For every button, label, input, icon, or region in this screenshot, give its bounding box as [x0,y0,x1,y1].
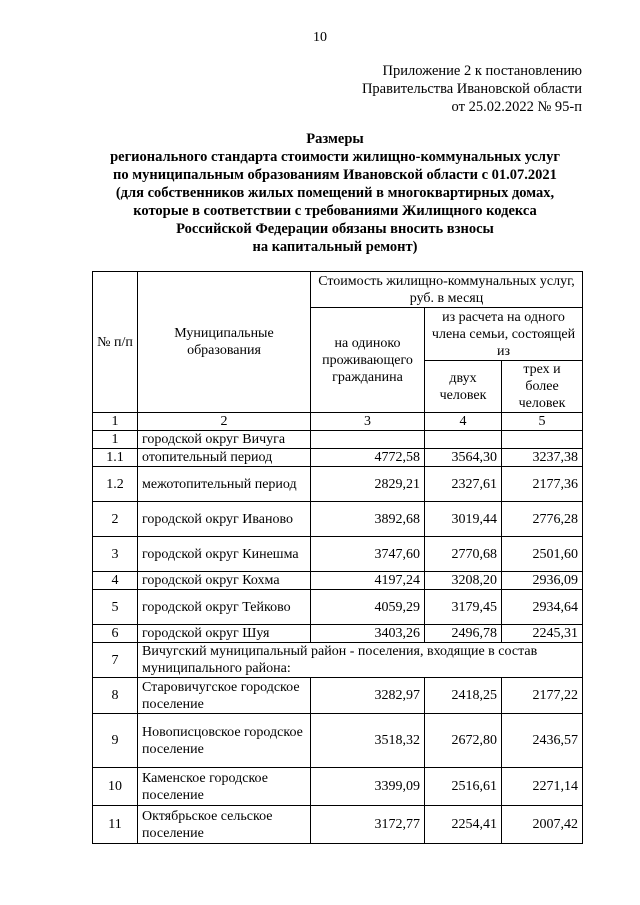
title-line: на капитальный ремонт) [252,239,418,255]
cost-table [92,271,583,844]
value-two: 2770,68 [425,537,502,572]
value-single: 3403,26 [311,625,425,643]
header-three: трех и более человек [502,361,583,413]
municipality-name: городской округ Иваново [138,502,311,537]
value-two: 2516,61 [425,768,502,806]
municipality-name: городской округ Кинешма [138,537,311,572]
value-two: 2254,41 [425,806,502,844]
row-number: 4 [93,572,138,590]
row-number: 1.1 [93,449,138,467]
row-number: 3 [93,537,138,572]
row-number: 6 [93,625,138,643]
value-single: 3282,97 [311,678,425,714]
value-three: 2271,14 [502,768,583,806]
table-row [93,768,583,806]
value-three: 2936,09 [502,572,583,590]
index-cell: 2 [138,413,311,431]
title-line: (для собственников жилых помещений в многоквартирных домах, [115,185,555,201]
value-three: 2436,57 [502,714,583,768]
title-line: Российской Федерации обязаны вносить взносы [176,221,494,237]
table-row [93,467,583,502]
row-number: 1.2 [93,467,138,502]
value-two: 2418,25 [425,678,502,714]
value-single: 3172,77 [311,806,425,844]
value-single: 4197,24 [311,572,425,590]
title-line: Размеры [306,131,364,147]
table-row [93,449,583,467]
value-three: 2177,36 [502,467,583,502]
row-number: 7 [93,643,138,678]
value-single [311,431,425,449]
municipality-name: межотопительный период [138,467,311,502]
settlement-name: Старовичугское городское поселение [138,678,311,714]
header-municipality: Муниципальные образования [138,272,311,413]
title-line: которые в соответствии с требованиями Жилищного кодекса [133,203,537,219]
table-row [93,678,583,714]
value-three: 2934,64 [502,590,583,625]
value-three: 2776,28 [502,502,583,537]
appendix-note [362,62,582,116]
row-number: 1 [93,431,138,449]
row-number: 8 [93,678,138,714]
title-line: по муниципальным образованиям Ивановской области с 01.07.2021 [113,167,557,183]
row-number: 10 [93,768,138,806]
settlement-name: Каменское городское поселение [138,768,311,806]
value-two: 3019,44 [425,502,502,537]
value-three: 2007,42 [502,806,583,844]
settlement-name: Новописцовское городское поселение [138,714,311,768]
table-row [93,572,583,590]
header-row [93,272,583,308]
row-number: 2 [93,502,138,537]
table-row [93,625,583,643]
table-row [93,502,583,537]
value-two: 3179,45 [425,590,502,625]
index-row [93,413,583,431]
municipality-name: городской округ Шуя [138,625,311,643]
index-cell: 4 [425,413,502,431]
row-number: 5 [93,590,138,625]
table-row [93,537,583,572]
municipality-name: городской округ Вичуга [138,431,311,449]
header-family: из расчета на одного члена семьи, состоящей из [425,308,583,361]
appendix-line: Приложение 2 к постановлению [382,63,582,79]
table-row [93,431,583,449]
value-single: 4059,29 [311,590,425,625]
municipality-name: городской округ Кохма [138,572,311,590]
value-two [425,431,502,449]
municipality-name: городской округ Тейково [138,590,311,625]
value-three: 2177,22 [502,678,583,714]
value-single: 3892,68 [311,502,425,537]
value-two: 2672,80 [425,714,502,768]
value-three: 3237,38 [502,449,583,467]
value-two: 2496,78 [425,625,502,643]
appendix-line: Правительства Ивановской области [361,81,582,97]
value-two: 3564,30 [425,449,502,467]
value-two: 3208,20 [425,572,502,590]
title-line: регионального стандарта стоимости жилищно-коммунальных услуг [110,149,560,165]
index-cell: 3 [311,413,425,431]
header-cost: Стоимость жилищно-коммунальных услуг, руб. в месяц [311,272,583,308]
row-number: 11 [93,806,138,844]
header-single: на одиноко проживающего гражданина [311,308,425,413]
appendix-line: от 25.02.2022 № 95-п [451,99,582,115]
value-three: 2245,31 [502,625,583,643]
index-cell: 5 [502,413,583,431]
header-num: № п/п [93,272,138,413]
index-cell: 1 [93,413,138,431]
value-three: 2501,60 [502,537,583,572]
municipality-name: отопительный период [138,449,311,467]
settlement-name: Октябрьское сельское поселение [138,806,311,844]
value-single: 3518,32 [311,714,425,768]
value-single: 2829,21 [311,467,425,502]
value-two: 2327,61 [425,467,502,502]
value-three [502,431,583,449]
row-number: 9 [93,714,138,768]
document-title [88,130,582,256]
value-single: 4772,58 [311,449,425,467]
page-number: 10 [313,30,327,45]
table-row [93,806,583,844]
table-row [93,714,583,768]
value-single: 3747,60 [311,537,425,572]
table-row [93,590,583,625]
value-single: 3399,09 [311,768,425,806]
district-heading: Вичугский муниципальный район - поселения, входящие в состав муниципального района: [138,643,583,678]
district-row [93,643,583,678]
header-two: двух человек [425,361,502,413]
